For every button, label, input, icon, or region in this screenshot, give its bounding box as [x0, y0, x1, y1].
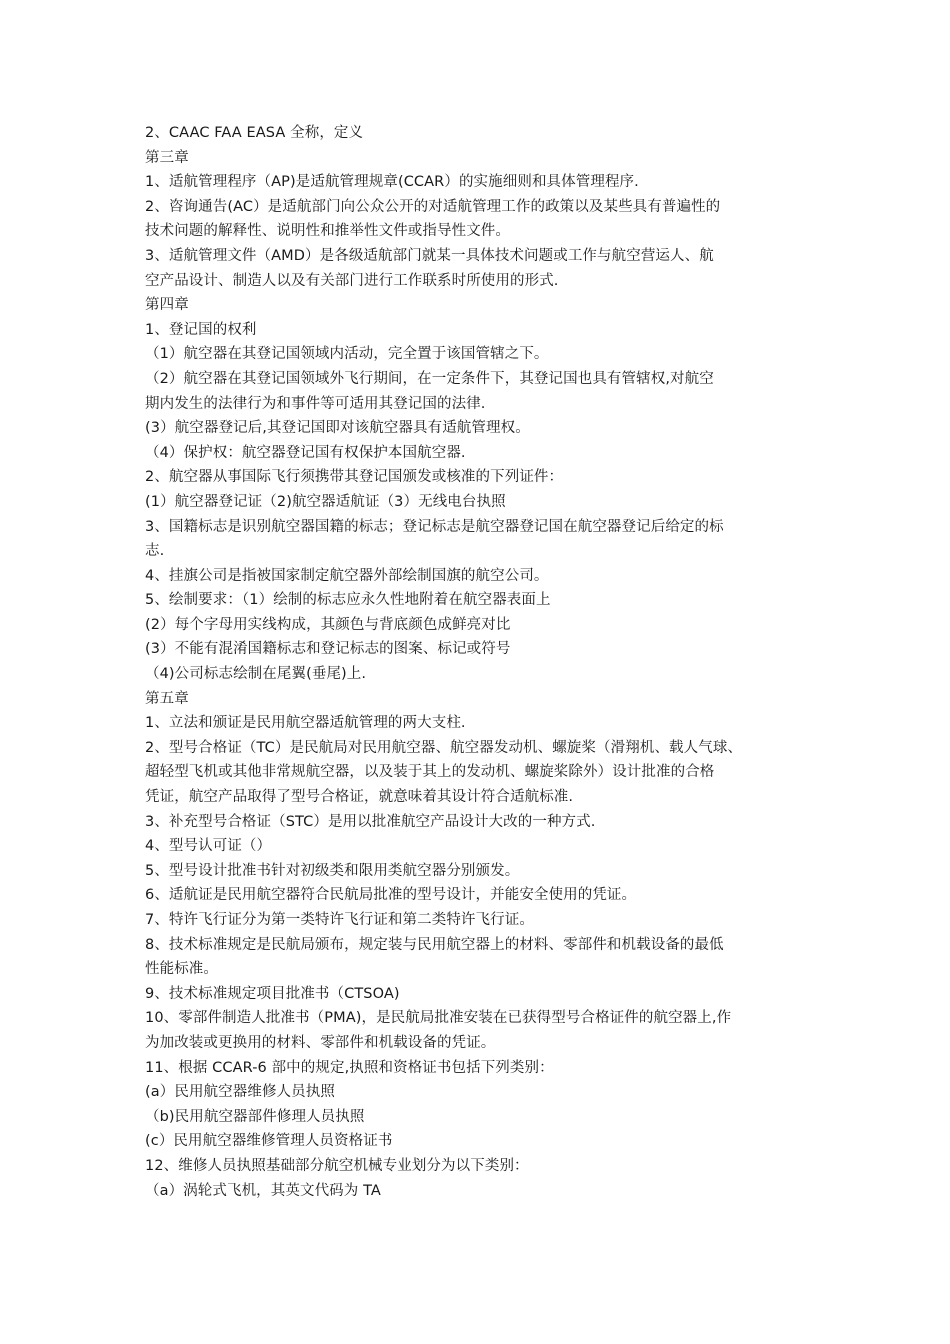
text-line: 志. [145, 543, 165, 560]
text-line: 1、立法和颁证是民用航空器适航管理的两大支柱. [145, 715, 466, 732]
text-line: (c）民用航空器维修管理人员资格证书 [145, 1133, 393, 1150]
text-line: 4、型号认可证（） [145, 838, 272, 855]
text-line: （4）保护权：航空器登记国有权保护本国航空器. [145, 444, 466, 461]
text-line: 6、适航证是民用航空器符合民航局批准的型号设计，并能安全使用的凭证。 [145, 887, 637, 904]
document-page [145, 121, 825, 1203]
text-line: 期内发生的法律行为和事件等可适用其登记国的法律. [145, 395, 486, 412]
text-line: 性能标准。 [145, 961, 218, 978]
text-line: 空产品设计、制造人以及有关部门进行工作联系时所使用的形式. [145, 272, 559, 289]
text-line: 11、根据 CCAR-6 部中的规定,执照和资格证书包括下列类别： [145, 1059, 554, 1076]
text-line: 3、国籍标志是识别航空器国籍的标志；登记标志是航空器登记国在航空器登记后给定的标 [145, 518, 724, 535]
text-line: 8、技术标准规定是民航局颁布，规定装与民用航空器上的材料、零部件和机载设备的最低 [145, 936, 724, 953]
text-line: 2、CAAC FAA EASA 全称，定义 [145, 125, 364, 141]
text-line: (1）航空器登记证（2)航空器适航证（3）无线电台执照 [145, 493, 506, 510]
text-line: 4、挂旗公司是指被国家制定航空器外部绘制国旗的航空公司。 [145, 567, 549, 584]
text-line: 5、绘制要求：（1）绘制的标志应永久性地附着在航空器表面上 [145, 592, 551, 609]
text-line: 2、型号合格证（TC）是民航局对民用航空器、航空器发动机、螺旋桨（滑翔机、载人气球、 [145, 739, 743, 756]
text-line: 3、补充型号合格证（STC）是用以批准航空产品设计大改的一种方式. [145, 813, 596, 830]
text-line: 9、技术标准规定项目批准书（CTSOA) [145, 985, 400, 1002]
text-line: 2、航空器从事国际飞行须携带其登记国颁发或核准的下列证件： [145, 469, 564, 486]
text-line: 3、适航管理文件（AMD）是各级适航部门就某一具体技术问题或工作与航空营运人、航 [145, 247, 714, 264]
text-line: 7、特许飞行证分为第一类特许飞行证和第二类特许飞行证。 [145, 912, 534, 928]
text-line: （b)民用航空器部件修理人员执照 [145, 1108, 365, 1125]
text-line: 2、咨询通告(AC）是适航部门向公众公开的对适航管理工作的政策以及某些具有普遍性的 [145, 198, 721, 215]
text-line: （2）航空器在其登记国领域外飞行期间，在一定条件下，其登记国也具有管辖权,对航空 [145, 370, 714, 387]
text-line: 超轻型飞机或其他非常规航空器，以及装于其上的发动机、螺旋桨除外）设计批准的合格 [145, 764, 715, 781]
text-line: 技术问题的解释性、说明性和推举性文件或指导性文件。 [145, 223, 510, 240]
text-line: (a）民用航空器维修人员执照 [145, 1084, 335, 1101]
chapter-heading: 第四章 [145, 297, 189, 314]
text-line: (3）不能有混淆国籍标志和登记标志的图案、标记或符号 [145, 641, 511, 658]
text-line: (3）航空器登记后,其登记国即对该航空器具有适航管理权。 [145, 420, 530, 437]
text-line: 凭证，航空产品取得了型号合格证，就意味着其设计符合适航标准. [145, 789, 574, 806]
text-line: 1、适航管理程序（AP)是适航管理规章(CCAR）的实施细则和具体管理程序. [145, 174, 639, 191]
text-line: 为加改装或更换用的材料、零部件和机载设备的凭证。 [145, 1034, 496, 1051]
chapter-heading: 第三章 [145, 149, 189, 166]
text-line: （4)公司标志绘制在尾翼(垂尾)上. [145, 666, 367, 683]
chapter-heading: 第五章 [145, 690, 189, 707]
text-line: （1）航空器在其登记国领域内活动，完全置于该国管辖之下。 [145, 346, 549, 363]
text-line: 1、登记国的权利 [145, 321, 257, 338]
text-line: 10、零部件制造人批准书（PMA)，是民航局批准安装在已获得型号合格证件的航空器上,作 [145, 1010, 732, 1027]
text-line: (2）每个字母用实线构成，其颜色与背底颜色成鲜亮对比 [145, 616, 511, 633]
text-line: （a）涡轮式飞机，其英文代码为 TA [145, 1182, 381, 1199]
text-line: 5、型号设计批准书针对初级类和限用类航空器分别颁发。 [145, 862, 520, 879]
text-line: 12、维修人员执照基础部分航空机械专业划分为以下类别： [145, 1157, 529, 1174]
